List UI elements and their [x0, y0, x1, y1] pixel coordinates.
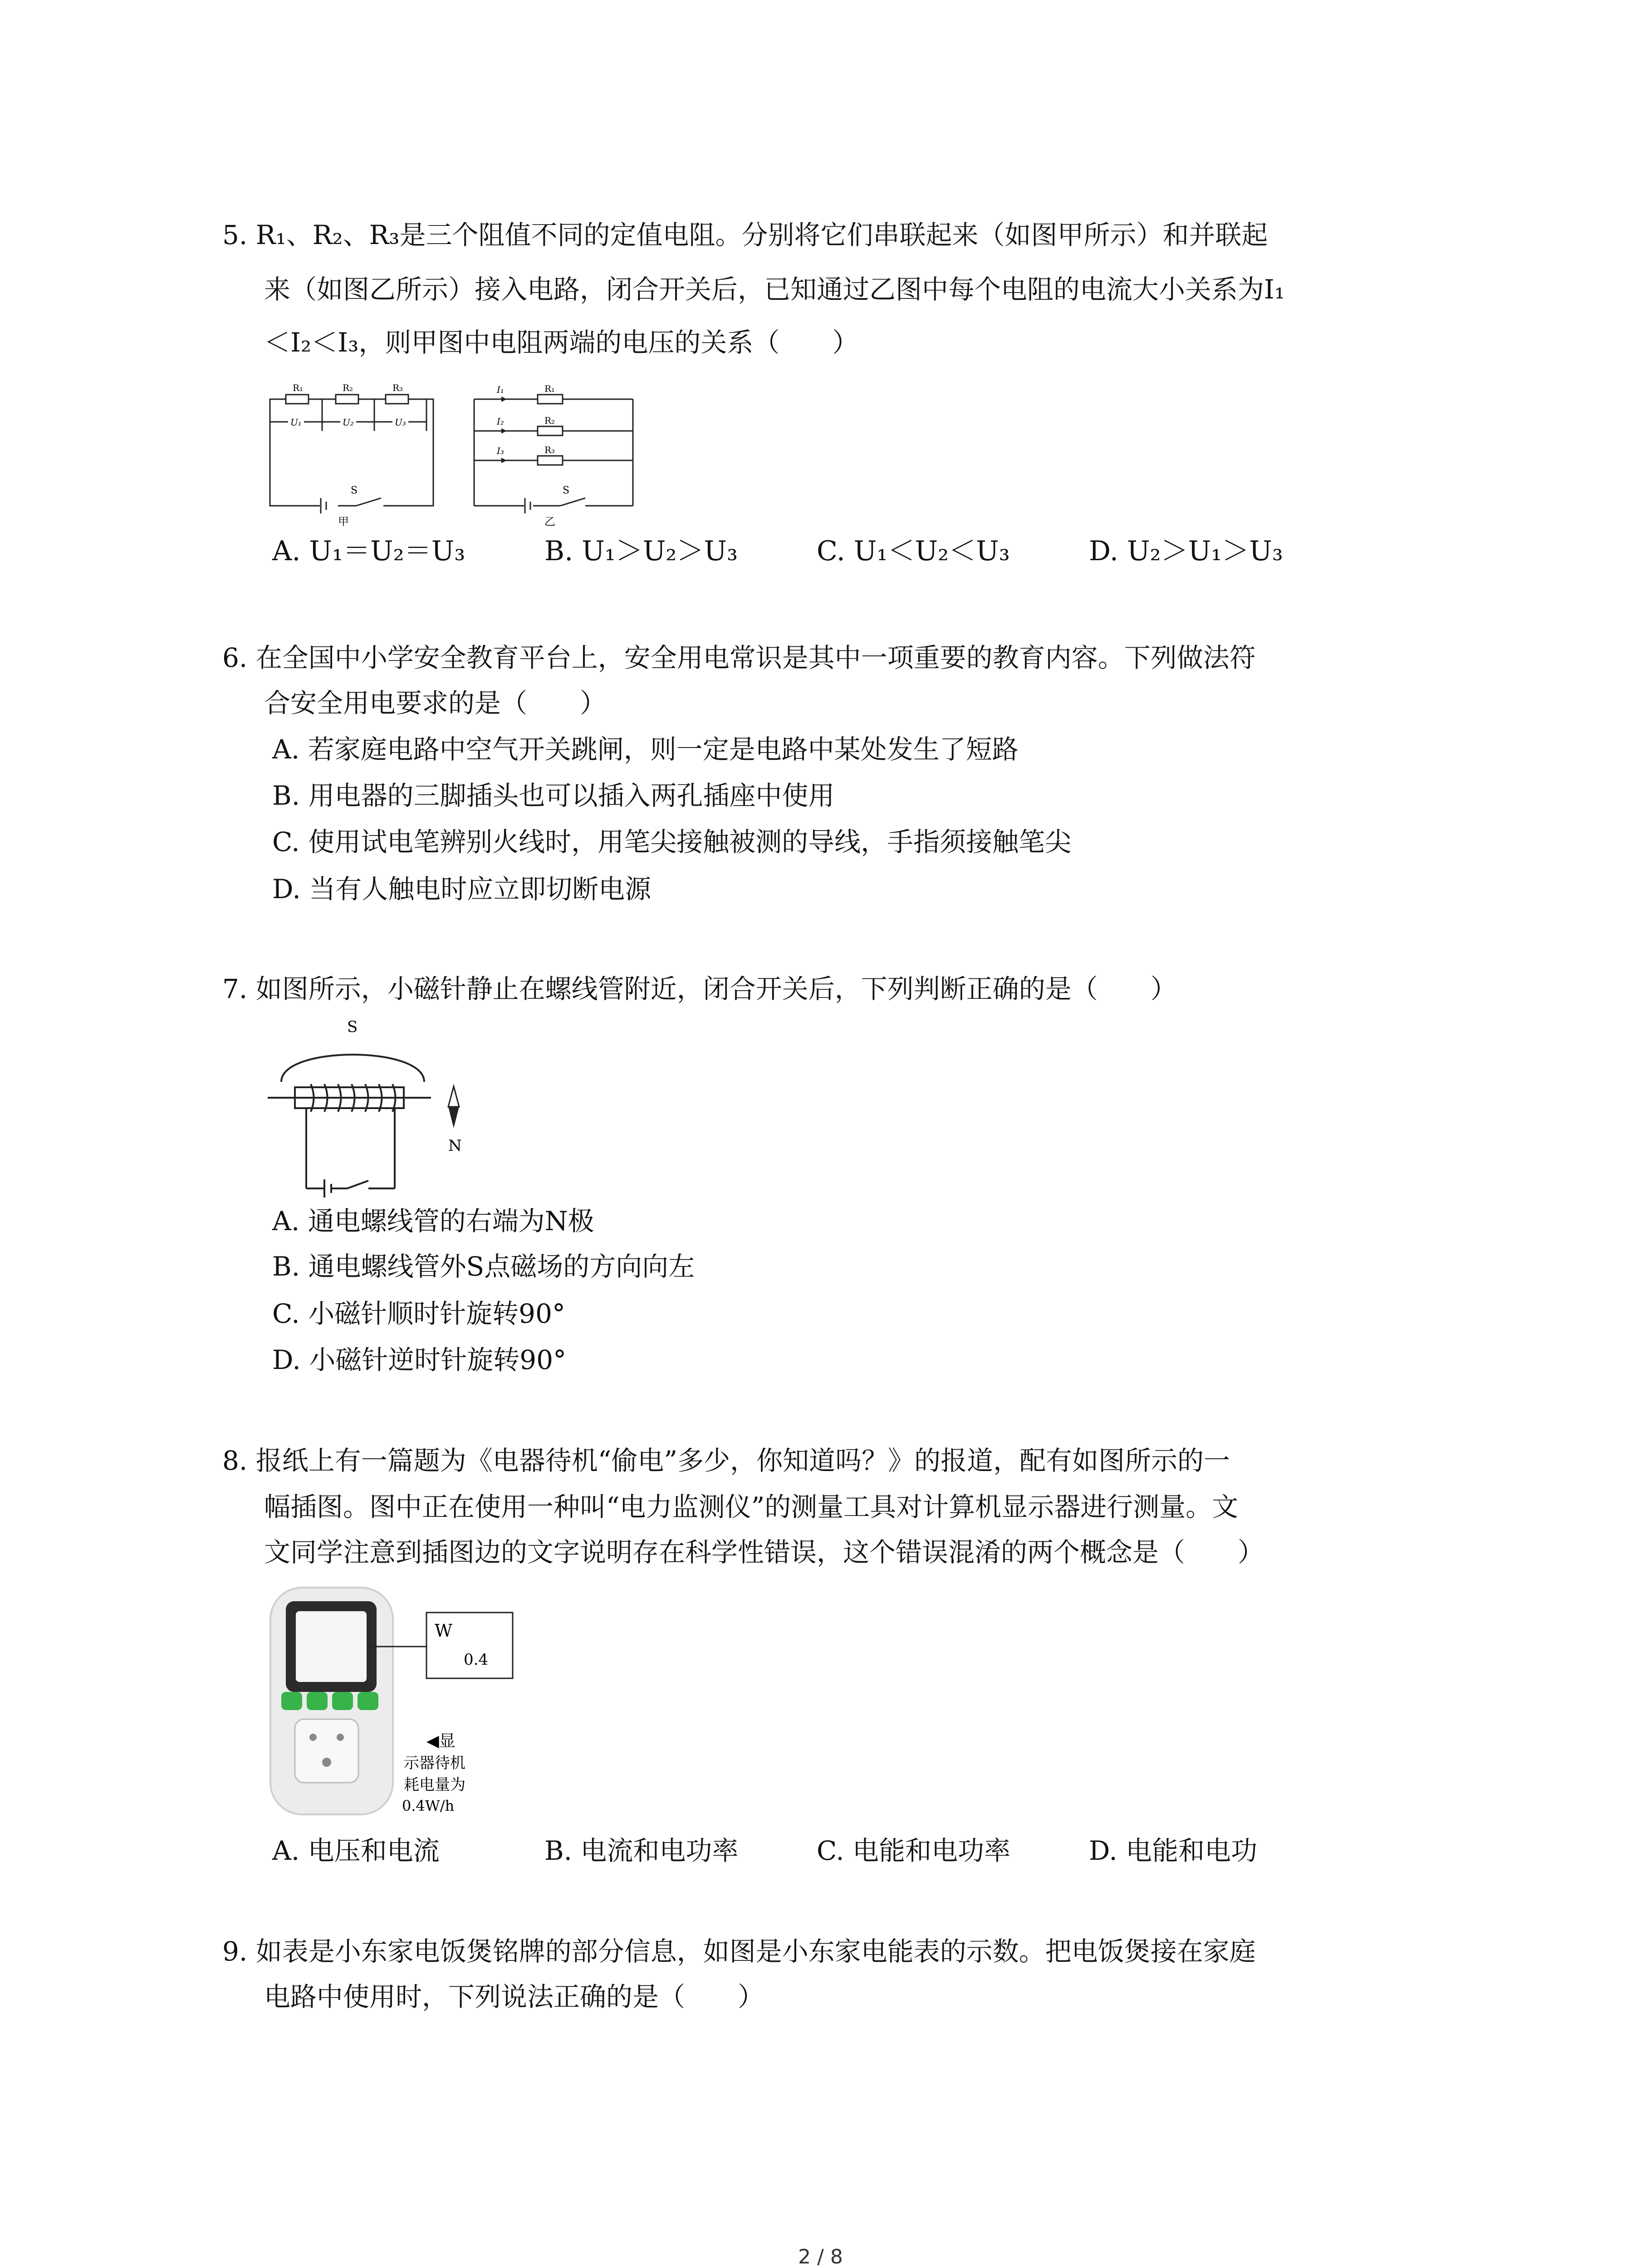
q7-stem-line1: 7. 如图所示，小磁针静止在螺线管附近，闭合开关后，下列判断正确的是（ ）	[222, 973, 1177, 1004]
monitor-display-unit: W	[435, 1621, 453, 1641]
page-number: 2 / 8	[798, 2245, 843, 2268]
q7-option-c[interactable]: C. 小磁针顺时针旋转90°	[272, 1298, 565, 1329]
q7-option-a[interactable]: A. 通电螺线管的右端为N极	[272, 1206, 594, 1237]
q8-option-c[interactable]: C. 电能和电功率	[817, 1835, 1011, 1866]
q6-option-c[interactable]: C. 使用试电笔辨别火线时，用笔尖接触被测的导线，手指须接触笔尖	[272, 826, 1072, 857]
monitor-caption-line4: 0.4W/h	[402, 1797, 455, 1814]
q5-option-a[interactable]: A. U₁＝U₂＝U₃	[272, 535, 465, 567]
series-u3-label: U₃	[395, 417, 406, 428]
series-r1-label: R₁	[293, 382, 304, 393]
monitor-display-value: 0.4	[464, 1651, 489, 1669]
q8-stem-line2: 幅插图。图中正在使用一种叫“电力监测仪”的测量工具对计算机显示器进行测量。文	[264, 1491, 1239, 1522]
q8-options	[272, 1833, 1406, 1873]
q6-option-d[interactable]: D. 当有人触电时应立即切断电源	[272, 874, 652, 904]
series-circuit-figure	[265, 376, 438, 526]
parallel-i1-label: I₁	[497, 384, 504, 395]
q6-stem-line1: 6. 在全国中小学安全教育平台上，安全用电常识是其中一项重要的教育内容。下列做法符	[222, 642, 1256, 673]
solenoid-circuit-figure	[268, 1009, 485, 1200]
q9-stem-line2: 电路中使用时，下列说法正确的是（ ）	[264, 1981, 764, 2012]
series-u2-label: U₂	[343, 417, 354, 428]
q8-option-a[interactable]: A. 电压和电流	[272, 1835, 440, 1866]
q8-stem-line3: 文同学注意到插图边的文字说明存在科学性错误，这个错误混淆的两个概念是（ ）	[264, 1537, 1264, 1568]
q5-stem-line3: ＜I₂＜I₃，则甲图中电阻两端的电压的关系（ ）	[264, 327, 859, 358]
monitor-caption-line2: 示器待机	[404, 1754, 465, 1772]
q8-stem-line1: 8. 报纸上有一篇题为《电器待机“偷电”多少，你知道吗？》的报道，配有如图所示的一	[222, 1445, 1230, 1476]
solenoid-s-point-label: S	[347, 1018, 358, 1036]
q8-option-d[interactable]: D. 电能和电功	[1089, 1835, 1258, 1866]
parallel-switch-label: S	[563, 485, 570, 496]
q6-stem-line2: 合安全用电要求的是（ ）	[264, 688, 607, 719]
parallel-circuit-figure	[470, 376, 642, 526]
parallel-caption: 乙	[544, 515, 555, 526]
monitor-caption-line3: 耗电量为	[404, 1776, 465, 1794]
q5-stem-line2: 来（如图乙所示）接入电路，闭合开关后，已知通过乙图中每个电阻的电流大小关系为I₁	[264, 274, 1285, 305]
power-monitor-figure	[268, 1583, 522, 1837]
parallel-i2-label: I₂	[497, 416, 504, 427]
series-r2-label: R₂	[343, 382, 353, 393]
q5-stem-line1: 5. R₁、R₂、R₃是三个阻值不同的定值电阻。分别将它们串联起来（如图甲所示）和并联起	[222, 220, 1268, 250]
q5-options	[272, 533, 1406, 574]
monitor-caption-line1: ◀显	[426, 1732, 456, 1750]
q7-option-b[interactable]: B. 通电螺线管外S点磁场的方向向左	[272, 1251, 695, 1282]
series-u1-label: U₁	[290, 417, 302, 428]
q5-option-b[interactable]: B. U₁＞U₂＞U₃	[544, 535, 738, 567]
q9-stem-line1: 9. 如表是小东家电饭煲铭牌的部分信息，如图是小东家电能表的示数。把电饭煲接在家庭	[222, 1936, 1256, 1967]
parallel-r2-label: R₂	[544, 415, 555, 426]
q5-option-c[interactable]: C. U₁＜U₂＜U₃	[817, 535, 1010, 567]
series-caption: 甲	[338, 515, 349, 526]
q5-option-d[interactable]: D. U₂＞U₁＞U₃	[1089, 535, 1283, 567]
q6-option-b[interactable]: B. 用电器的三脚插头也可以插入两孔插座中使用	[272, 780, 835, 811]
series-r3-label: R₃	[392, 382, 403, 393]
q8-option-b[interactable]: B. 电流和电功率	[544, 1835, 739, 1866]
parallel-r3-label: R₃	[544, 445, 555, 455]
series-switch-label: S	[351, 485, 358, 496]
parallel-i3-label: I₃	[497, 445, 504, 456]
parallel-r1-label: R₁	[544, 383, 555, 394]
q7-option-d[interactable]: D. 小磁针逆时针旋转90°	[272, 1344, 567, 1375]
q6-option-a[interactable]: A. 若家庭电路中空气开关跳闸，则一定是电路中某处发生了短路	[272, 734, 1019, 765]
compass-n-label: N	[448, 1137, 462, 1155]
